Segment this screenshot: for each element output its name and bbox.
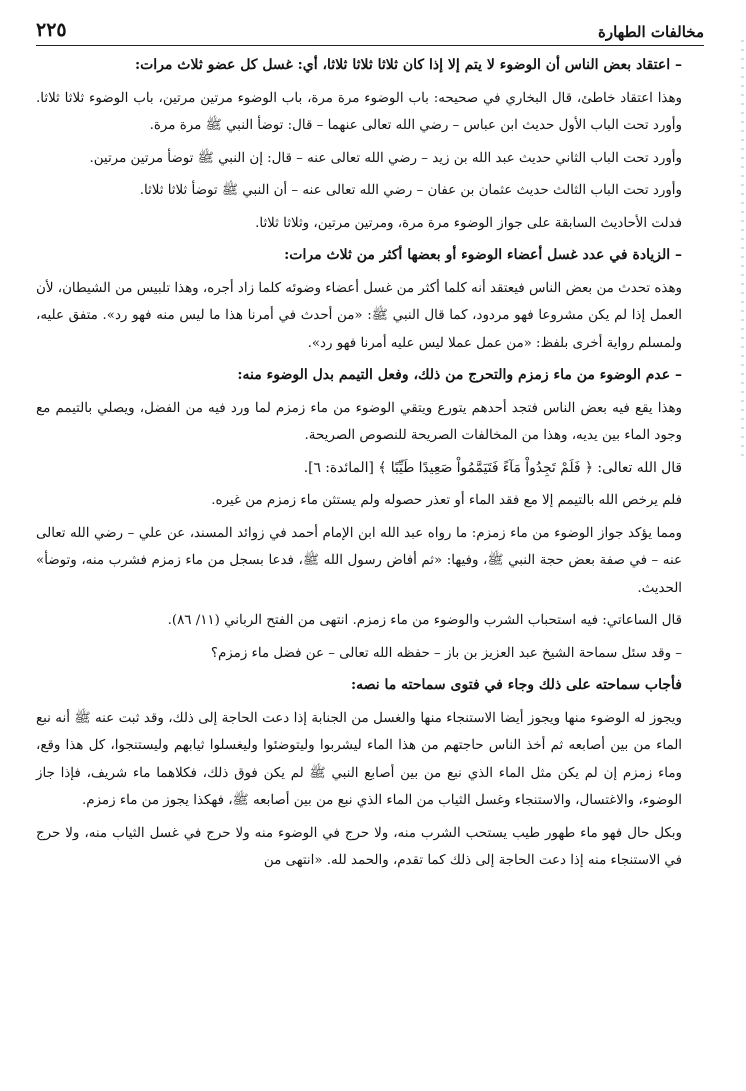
quran-verse: قال الله تعالى: ﴿ فَلَمْ تَجِدُواْ مَآءً فَتَيَمَّمُواْ صَعِيدًا طَيِّبًا ﴾ [المائدة: ٦]. (303, 459, 682, 476)
paragraph: ويجوز له الوضوء منها ويجوز أيضا الاستنجاء منها والغسل من الجنابة إذا دعت الحاجة إلى ذلك، وقد ثبت عنه ﷺ أنه نبع الماء من بين أصابعه ثم أخذ الناس حاجتهم من هذا الماء ليشربوا وليتوضئوا وليغسلوا ثيابهم وليستنجوا، كل هذا وقع، وماء زمزم إن لم يكن مثل الماء الذي نبع من بين أصابع النبي ﷺ لم يكن فوق ذلك، فكلاهما ماء شريف، فإذا جاز الوضوء، والاغتسال، والاستنجاء وغسل الثياب من الماء الذي نبع من بين أصابعه ﷺ، فهكذا يجوز من ماء زمزم. (36, 710, 682, 808)
paragraph: ومما يؤكد جواز الوضوء من ماء زمزم: ما رواه عبد الله ابن الإمام أحمد في زوائد المسند، عن علي – رضي الله تعالى عنه – في صفة بعض حجة النبي ﷺ، وفيها: «ثم أفاض رسول الله ﷺ، فدعا بسجل من ماء زمزم فشرب منه، وتوضأ» الحديث. (36, 525, 682, 596)
page-header (36, 0, 704, 46)
paragraph: وأورد تحت الباب الثالث حديث عثمان بن عفان – رضي الله تعالى عنه – أن النبي ﷺ توضأ ثلاثا ثلاثا. (139, 183, 682, 198)
paragraph: وبكل حال فهو ماء طهور طيب يستحب الشرب منه، ولا حرج في الوضوء منه ولا حرج في غسل الثياب منه، ولا حرج في الاستنجاء منه إذا دعت الحاجة إلى ذلك كما تقدم، والحمد لله. «انتهى من (36, 825, 682, 868)
paragraph: وأورد تحت الباب الثاني حديث عبد الله بن زيد – رضي الله تعالى عنه – قال: إن النبي ﷺ توضأ مرتين مرتين. (89, 150, 682, 166)
paragraph: وهذا يقع فيه بعض الناس فتجد أحدهم يتورع ويتقي الوضوء من ماء زمزم لما ورد فيه من الفضل، ويصلي بالتيمم مع وجود الماء بين يديه، وهذا من المخالفات الصريحة للنصوص الصريحة. (36, 400, 682, 443)
page-number: ٢٢٥ (36, 19, 67, 41)
paragraph: وهذه تحدث من بعض الناس فيعتقد أنه كلما أكثر من غسل أعضاء وضوئه كلما زاد أجره، وهذا تلبيس من الشيطان، لأن العمل إذا لم يكن مشروعا فهو مردود، كما قال النبي ﷺ: «من أحدث في أمرنا هذا ما ليس منه فهو رد». متفق عليه، ولمسلم رواية أخرى بلفظ: «من عمل عملا ليس عليه أمرنا فهو رد». (36, 280, 682, 351)
page-body (36, 46, 704, 875)
running-title: مخالفات الطهارة (598, 23, 704, 41)
section-heading-excess-washing: – الزيادة في عدد غسل أعضاء الوضوء أو بعضها أكثر من ثلاث مرات: (284, 247, 682, 263)
paragraph: قال الساعاتي: فيه استحباب الشرب والوضوء من ماء زمزم. انتهى من الفتح الرباني (١١/ ٨٦). (167, 613, 682, 628)
section-heading-three-times: – اعتقاد بعض الناس أن الوضوء لا يتم إلا إذا كان ثلاثا ثلاثا ثلاثا، أي: غسل كل عضو ثلاث مرات: (134, 57, 682, 73)
paragraph: فلم يرخص الله بالتيمم إلا مع فقد الماء أو تعذر حصوله ولم يستثن ماء زمزم من غيره. (211, 493, 682, 508)
paragraph: وهذا اعتقاد خاطئ، قال البخاري في صحيحه: باب الوضوء مرة مرة، باب الوضوء مرتين مرتين، باب الوضوء ثلاثا ثلاثا. وأورد تحت الباب الأول حديث ابن عباس – رضي الله تعالى عنهما – قال: توضأ النبي ﷺ مرة مرة. (36, 90, 682, 133)
fatwa-heading: فأجاب سماحته على ذلك وجاء في فتوى سماحته ما نصه: (350, 677, 682, 693)
paragraph: فدلت الأحاديث السابقة على جواز الوضوء مرة مرة، ومرتين مرتين، وثلاثا ثلاثا. (255, 215, 682, 231)
section-heading-zamzam: – عدم الوضوء من ماء زمزم والتحرج من ذلك، وفعل التيمم بدل الوضوء منه: (237, 367, 682, 383)
paragraph: – وقد سئل سماحة الشيخ عبد العزيز بن باز – حفظه الله تعالى – عن فضل ماء زمزم؟ (210, 645, 682, 661)
